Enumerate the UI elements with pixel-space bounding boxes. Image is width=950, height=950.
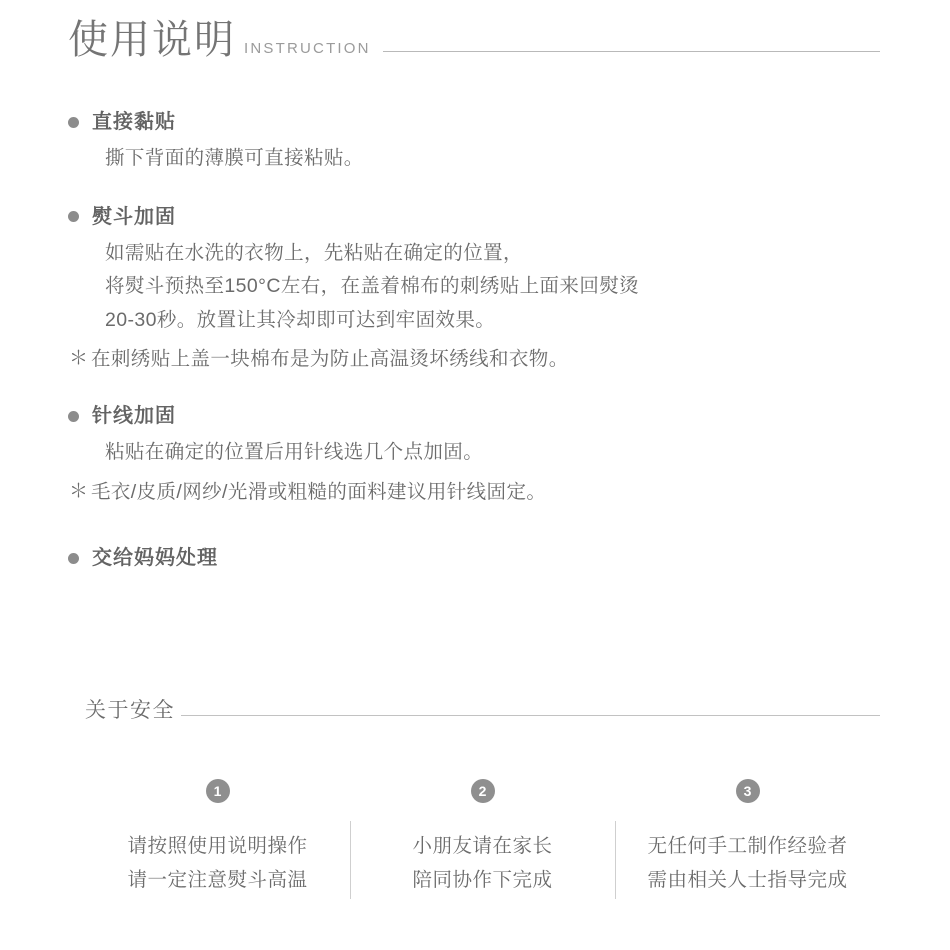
instruction-note — [69, 477, 888, 508]
instruction-note-text: 在刺绣贴上盖一块棉布是为防止高温烫坏绣线和衣物。 — [91, 348, 569, 371]
instruction-note-text: 毛衣/皮质/网纱/光滑或粗糙的面料建议用针线固定。 — [91, 480, 547, 503]
instruction-block-title — [68, 544, 888, 572]
instruction-block-title — [68, 402, 888, 430]
bullet-dot-icon — [68, 411, 79, 422]
instruction-block-body — [105, 142, 888, 176]
instruction-line: 撕下背面的薄膜可直接粘贴。 — [105, 147, 364, 169]
step-number-badge: 2 — [471, 779, 495, 803]
safety-columns — [85, 779, 880, 897]
safety-column — [615, 779, 880, 897]
instruction-block-body — [105, 237, 888, 338]
instruction-block-title — [68, 108, 888, 136]
step-number-badge: 1 — [206, 779, 230, 803]
page-title: 使用说明 — [68, 18, 236, 62]
page-heading — [68, 20, 880, 60]
instruction-block-title-text: 熨斗加固 — [92, 205, 176, 228]
safety-line: 请一定注意熨斗高温 — [127, 869, 308, 892]
safety-line: 需由相关人士指导完成 — [647, 869, 848, 892]
step-number-badge: 3 — [736, 779, 760, 803]
bullet-dot-icon — [68, 211, 79, 222]
asterisk-icon: ＊ — [69, 480, 89, 502]
safety-divider — [181, 715, 880, 716]
instruction-block — [68, 203, 888, 376]
instruction-line: 20-30秒。放置让其冷却即可达到牢固效果。 — [105, 308, 496, 331]
instruction-list — [68, 108, 888, 572]
safety-section — [85, 700, 880, 897]
instruction-block-body — [105, 436, 888, 470]
instruction-note — [69, 344, 888, 375]
safety-line: 请按照使用说明操作 — [127, 835, 308, 857]
bullet-dot-icon — [68, 117, 79, 128]
instruction-block-title-text: 交给妈妈处理 — [92, 547, 218, 570]
safety-line: 无任何手工制作经验者 — [647, 835, 848, 857]
instruction-line: 粘贴在确定的位置后用针线选几个点加固。 — [105, 441, 484, 464]
safety-column — [350, 779, 615, 897]
instruction-block-title — [68, 203, 888, 231]
safety-heading — [85, 700, 880, 721]
instruction-block-title-text: 直接黏贴 — [92, 111, 176, 133]
instruction-block — [68, 108, 888, 176]
safety-line: 陪同协作下完成 — [412, 869, 553, 892]
instruction-line: 将熨斗预热至150°C左右，在盖着棉布的刺绣贴上面来回熨烫 — [105, 275, 640, 298]
asterisk-icon: ＊ — [69, 348, 89, 370]
instruction-block-title-text: 针线加固 — [92, 405, 176, 428]
safety-column — [85, 779, 350, 897]
safety-line: 小朋友请在家长 — [412, 835, 553, 857]
bullet-dot-icon — [68, 553, 79, 564]
instruction-line: 如需贴在水洗的衣物上，先粘贴在确定的位置， — [105, 241, 523, 264]
instruction-block — [68, 544, 888, 572]
instruction-block — [68, 402, 888, 508]
page-title-en: INSTRUCTION — [244, 40, 371, 57]
safety-title: 关于安全 — [85, 699, 175, 722]
heading-divider — [383, 51, 880, 52]
